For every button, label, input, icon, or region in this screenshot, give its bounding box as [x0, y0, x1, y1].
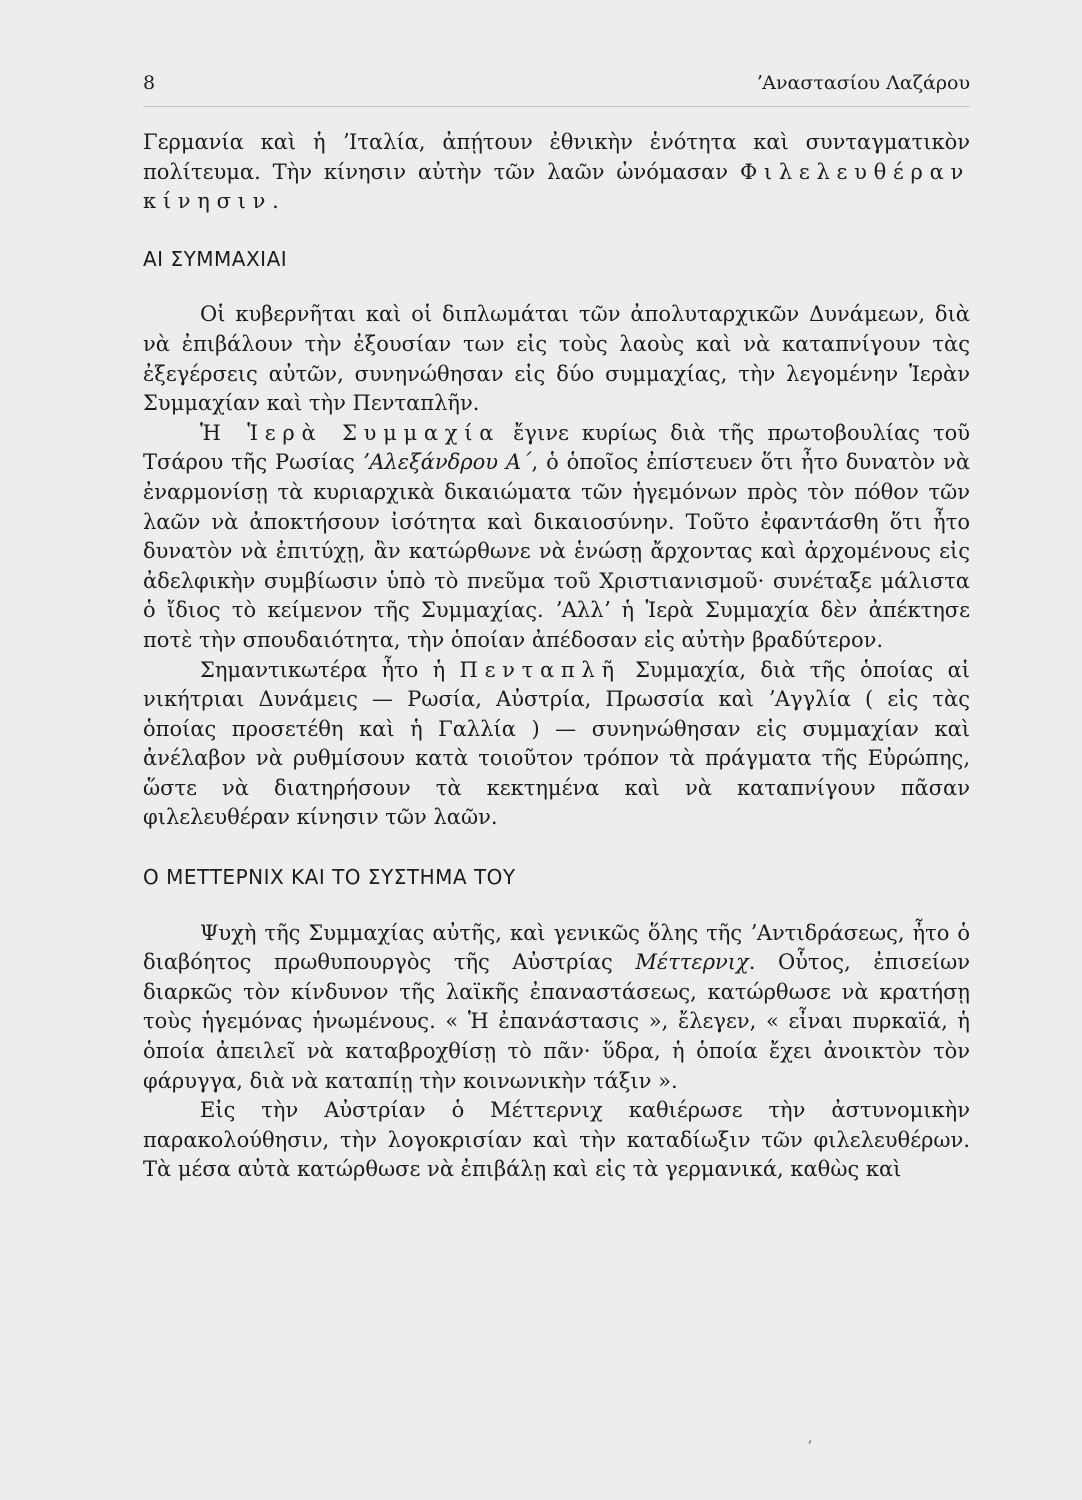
- paragraph-text: Συμμαχία, διὰ τῆς ὁποίας αἱ νικήτριαι Δυνάμεις — Ρωσία, Αὐστρία, Πρωσσία καὶ ʼΑγγλία ( εἰς τὰς ὁποίας προσετέθη καὶ ἡ Γαλλία ) — συνηνώθησαν εἰς συμμαχίαν καὶ ἀνέλαβον νὰ ρυθμίσουν κατὰ τοιοῦτον τρόπον τὰ πράγματα τῆς Εὐρώπης, ὥστε νὰ διατηρήσουν τὰ κεκτημένα καὶ νὰ καταπνίγουν πᾶσαν φιλελευθέραν κίνησιν τῶν λαῶν.: [143, 657, 970, 830]
- header-rule: [143, 106, 970, 107]
- paragraph-text: Γερμανία καὶ ἡ ʼΙταλία, ἀπῄτουν ἐθνικὴν ἑνότητα καὶ συνταγματικὸν πολίτευμα. Τὴν κίνησιν αὐτὴν τῶν λαῶν ὠνόμασαν: [143, 130, 970, 184]
- page-number: 8: [143, 72, 156, 94]
- paragraph: Εἰς τὴν Αὐστρίαν ὁ Μέττερνιχ καθιέρωσε τὴν ἀστυνομικὴν παρακολούθησιν, τὴν λογοκρισίαν καὶ τὴν καταδίωξιν τῶν φιλελευθέρων. Τὰ μέσα αὐτὰ κατώρθωσε νὰ ἐπιβάλῃ καὶ εἰς τὰ γερμανικά, καθὼς καὶ: [143, 1098, 970, 1182]
- italic-name: ʼΑλεξάνδρου Α΄: [362, 450, 532, 475]
- print-speck: ,: [808, 1430, 813, 1446]
- italic-name: Μέττερνιχ: [635, 950, 749, 975]
- spaced-term: Φιλελευθέραν κίνησιν: [143, 159, 970, 214]
- paragraph-text: , ὁ ὁποῖος ἐπίστευεν ὅτι ἦτο δυνατὸν νὰ ἐναρμονίσῃ τὰ κυριαρχικὰ δικαιώματα τῶν ἡγεμόνων πρὸς τὸν πόθον τῶν λαῶν νὰ ἀποκτήσουν ἰσότητα καὶ δικαιοσύνην. Τοῦτο ἐφαντάσθη ὅτι ἦτο δυνατὸν νὰ ἐπιτύχῃ, ἂν κατώρθωνε νὰ ἑνώσῃ ἄρχοντας καὶ ἀρχομένους εἰς ἀδελφικὴν συμβίωσιν ὑπὸ τὸ πνεῦμα τοῦ Χριστιανισμοῦ· συνέταξε μάλιστα ὁ ἴδιος τὸ κείμενον τῆς Συμμαχίας. ʼΑλλʼ ἡ Ἱερὰ Συμμαχία δὲν ἀπέκτησε ποτὲ τὴν σπουδαιότητα, τὴν ὁποίαν ἀπέδοσαν εἰς αὐτὴν βραδύτερον.: [143, 450, 970, 652]
- paragraph-text: ἔγινε κυρίως διὰ τῆς πρωτοβουλίας τοῦ Τσάρου τῆς Ρωσίας: [143, 420, 970, 475]
- paragraph-text: . Οὗτος, ἐπισείων διαρκῶς τὸν κίνδυνον τῆς λαϊκῆς ἐπαναστάσεως, κατώρθωσε νὰ κρατήσῃ τοὺς ἡγεμόνας ἡνωμένους. « Ἡ ἐπανάστασις », ἔλεγεν, « εἶναι πυρκαϊά, ἡ ὁποία ἀπειλεῖ νὰ καταβροχθίσῃ τὸ πᾶν· ὕδρα, ἡ ὁποία ἔχει ἀνοικτὸν τὸν φάρυγγα, διὰ νὰ καταπίῃ τὴν κοινωνικὴν τάξιν ».: [143, 950, 970, 1093]
- paragraph-text: .: [272, 189, 279, 214]
- paragraph: Οἱ κυβερνῆται καὶ οἱ διπλωμάται τῶν ἀπολυταρχικῶν Δυνάμεων, διὰ νὰ ἐπιβάλουν τὴν ἐξουσίαν των εἰς τοὺς λαοὺς καὶ νὰ καταπνίγουν τὰς ἐξεγέρσεις αὐτῶν, συνηνώθησαν εἰς δύο συμμαχίας, τὴν λεγομένην Ἱερὰν Συμμαχίαν καὶ τὴν Πενταπλῆν.: [143, 302, 970, 416]
- running-header: [143, 72, 970, 94]
- section-heading-alliances: ΑΙ ΣΥΜΜΑΧΙΑΙ: [143, 246, 288, 271]
- paragraph: [143, 656, 970, 834]
- author-name: ʼΑναστασίου Λαζάρου: [756, 72, 970, 94]
- paragraph: [143, 419, 970, 656]
- section-heading-metternich: Ο ΜΕΤΤΕΡΝΙΧ ΚΑΙ ΤΟ ΣΥΣΤΗΜΑ ΤΟΥ: [143, 865, 516, 890]
- spaced-term: Πενταπλῆ: [459, 657, 621, 682]
- paragraph-continuation: [143, 128, 970, 217]
- page-body: [143, 128, 970, 1185]
- spaced-term: Ἡ Ἱερὰ Συμμαχία: [200, 420, 501, 445]
- paragraph: [143, 919, 970, 1097]
- paragraph-text: Σημαντικωτέρα ἦτο ἡ: [200, 657, 460, 682]
- paragraph-text: Ψυχὴ τῆς Συμμαχίας αὐτῆς, καὶ γενικῶς ὅλης τῆς ʼΑντιδράσεως, ἦτο ὁ διαβόητος πρωθυπουργὸς τῆς Αὐστρίας: [143, 920, 970, 975]
